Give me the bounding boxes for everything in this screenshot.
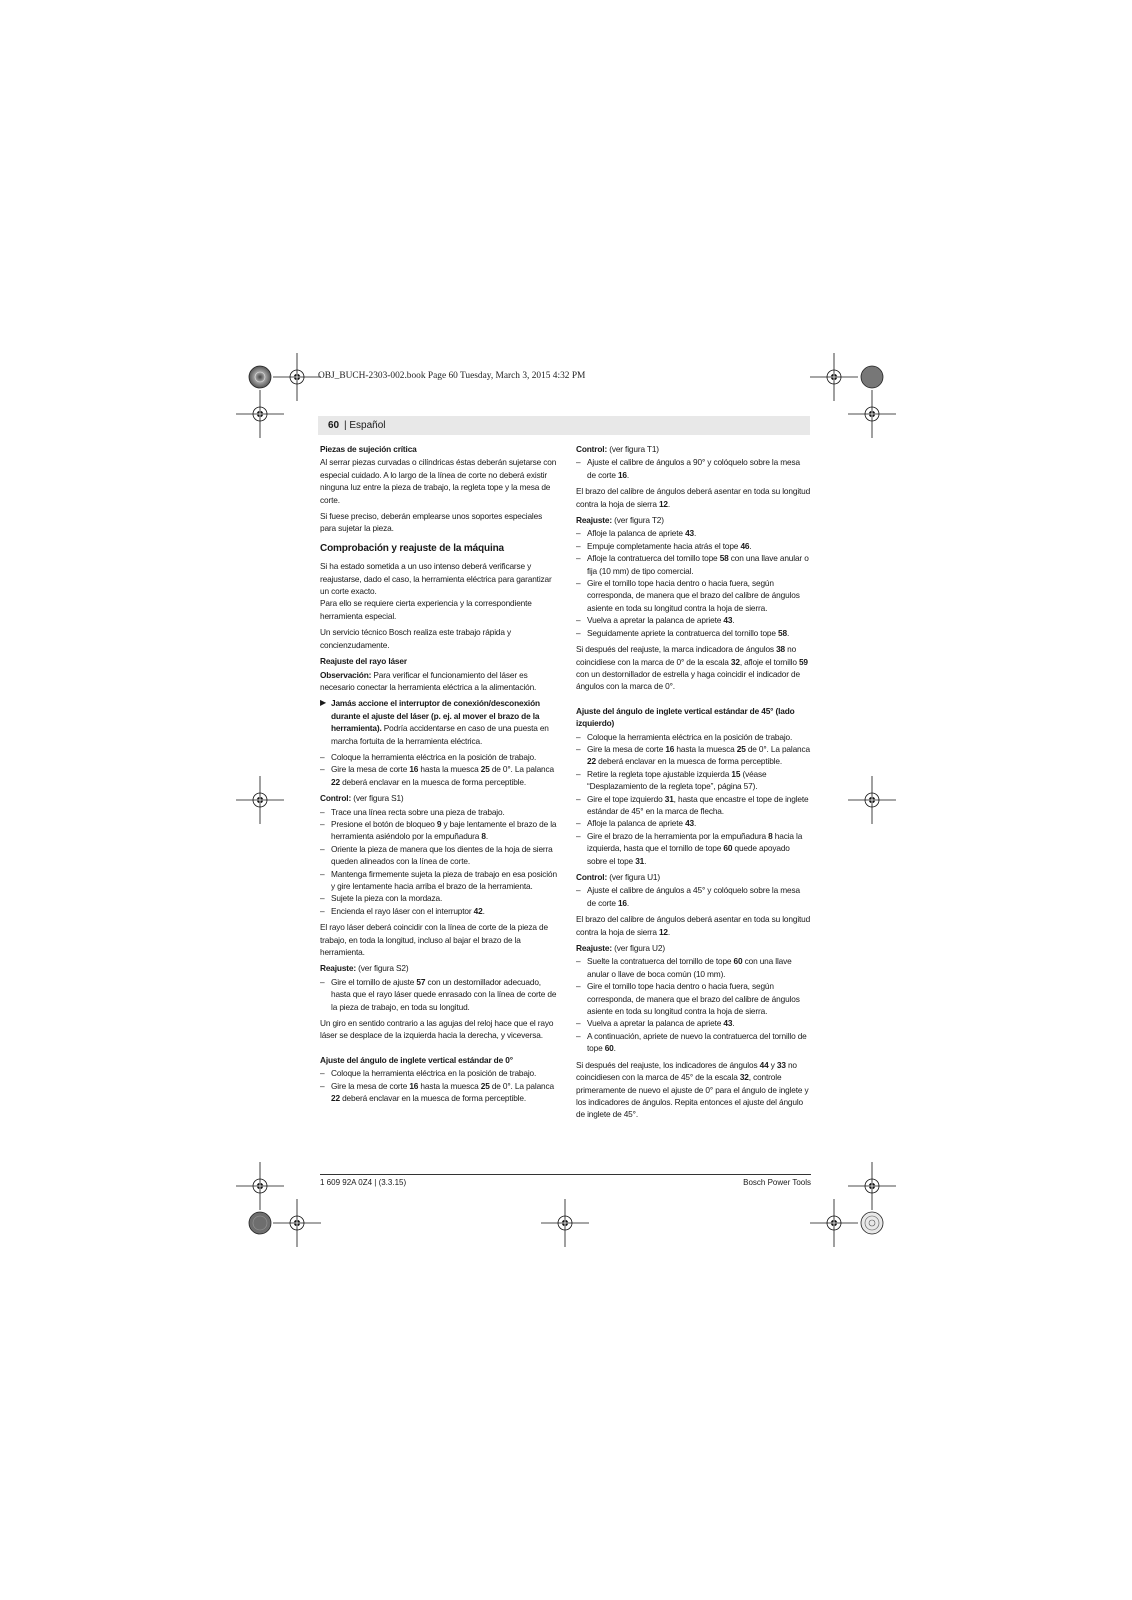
- control-label: Control: (ver figura S1): [320, 793, 404, 804]
- list-item: – Gire el brazo de la herramienta por la empuñadura 8 hacia la izquierda, hasta que el tornillo de tope 60 quede apoyado sobre el tope 31.: [576, 830, 803, 866]
- note-observacion: Observación: Para verificar el funcionamiento del láser es necesario conectar la herramienta eléctrica a la alimentación.: [320, 669, 537, 692]
- heading-comprobacion: Comprobación y reajuste de la máquina: [320, 542, 504, 554]
- list-item: – Presione el botón de bloqueo 9 y baje lentamente el brazo de la herramienta asiéndolo por la empuñadura 8.: [320, 818, 557, 842]
- paragraph: Si después del reajuste, los indicadores de ángulos 44 y 33 no coincidiesen con la marca de 45° de la escala 32, controle primeramente de nuevo el ajuste de 0° para el ángulo de inglete y los indicadores de ángulos. Repita entonces el ajuste del ángulo de inglete de 45°.: [576, 1059, 809, 1120]
- step-list: [576, 456, 811, 481]
- list-item: – Coloque la herramienta eléctrica en la posición de trabajo.: [576, 731, 793, 742]
- paragraph: Un giro en sentido contrario a las agujas del reloj hace que el rayo láser se desplace de la izquierda hacia la derecha, y viceversa.: [320, 1018, 554, 1041]
- list-item: – Gire la mesa de corte 16 hasta la muesca 25 de 0°. La palanca 22 deberá enclavar en la muesca de forma perceptible.: [320, 1080, 554, 1104]
- step-list: [576, 955, 811, 1054]
- crop-mark-icon: [273, 353, 321, 401]
- crop-mark-icon: [848, 390, 896, 438]
- list-item: – Gire la mesa de corte 16 hasta la muesca 25 de 0°. La palanca 22 deberá enclavar en la muesca de forma perceptible.: [320, 764, 554, 787]
- list-item: – Vuelva a apretar la palanca de apriete 43.: [576, 1018, 735, 1029]
- crop-mark-icon: [810, 353, 858, 401]
- paragraph: El rayo láser deberá coincidir con la línea de corte de la pieza de trabajo, en toda la longitud, incluso al bajar el brazo de la herramienta.: [320, 922, 548, 958]
- list-item: – Gire la mesa de corte 16 hasta la muesca 25 de 0°. La palanca 22 deberá enclavar en la muesca de forma perceptible.: [576, 743, 810, 767]
- color-target-icon: [861, 1212, 883, 1234]
- list-item: – Coloque la herramienta eléctrica en la posición de trabajo.: [320, 1068, 537, 1079]
- heading-laser: Reajuste del rayo láser: [320, 656, 407, 667]
- paragraph: Si ha estado sometida a un uso intenso deberá verificarse y reajustarse, dado el caso, la herramienta eléctrica para garantizar un corte exacto. Para ello se requiere cierta experiencia y la correspondiente herramienta especial.: [320, 561, 552, 621]
- list-item: – Afloje la contratuerca del tornillo tope 58 con una llave anular o fija (10 mm) de tipo comercial.: [576, 553, 809, 576]
- list-item: – Gire el tornillo tope hacia dentro o hacia fuera, según corresponda, de manera que el brazo del calibre de ángulos asiente en toda su longitud contra la hoja de sierra.: [576, 981, 800, 1017]
- list-item: – Oriente la pieza de manera que los dientes de la hoja de sierra queden alineados con la línea de corte.: [320, 843, 553, 867]
- footer-doc-number: 1 609 92A 0Z4 | (3.3.15): [320, 1178, 407, 1187]
- list-item: – Encienda el rayo láser con el interruptor 42.: [320, 905, 485, 916]
- list-item: – Coloque la herramienta eléctrica en la posición de trabajo.: [320, 751, 537, 762]
- step-list: [320, 976, 557, 1013]
- crop-mark-icon: [541, 1199, 589, 1247]
- control-label: Control: (ver figura T1): [576, 444, 659, 454]
- list-item: – Empuje completamente hacia atrás el tope 46.: [576, 540, 752, 551]
- step-list: [320, 806, 557, 918]
- print-slug: OBJ_BUCH-2303-002.book Page 60 Tuesday, March 3, 2015 4:32 PM: [318, 371, 586, 381]
- list-item: – Gire el tornillo tope hacia dentro o hacia fuera, según corresponda, de manera que el brazo del calibre de ángulos asiente en toda su longitud contra la hoja de sierra.: [576, 578, 800, 613]
- list-item: – Vuelva a apretar la palanca de apriete 43.: [576, 615, 735, 626]
- crop-mark-icon: [236, 1162, 284, 1210]
- list-item: – Ajuste el calibre de ángulos a 90° y colóquelo sobre la mesa de corte 16.: [576, 457, 800, 480]
- step-list: [576, 527, 811, 639]
- list-item: – Seguidamente apriete la contratuerca del tornillo tope 58.: [576, 627, 790, 638]
- list-item: – Afloje la palanca de apriete 43.: [576, 528, 697, 539]
- step-list: [576, 731, 811, 867]
- footer-brand: Bosch Power Tools: [743, 1178, 811, 1187]
- reajuste-label: Reajuste: (ver figura T2): [576, 515, 664, 526]
- page-header-bar: [318, 416, 810, 435]
- page-number: 60: [328, 420, 340, 431]
- step-list: [320, 1067, 557, 1104]
- list-item: – Suelte la contratuerca del tornillo de tope 60 con una llave anular o llave de boca común (10 mm).: [576, 956, 792, 979]
- list-item: – Gire el tope izquierdo 31, hasta que encastre el tope de inglete estándar de 45° en la marca de flecha.: [576, 793, 809, 816]
- list-item: – Sujete la pieza con la mordaza.: [320, 893, 443, 904]
- paragraph: Si después del reajuste, la marca indicadora de ángulos 38 no coincidiese con la marca de 0° de la escala 32, afloje el tornillo 59 con un destornillador de estrella y haga coincidir el indicador de ángulos con la marca de 0°.: [576, 644, 808, 692]
- color-target-icon: [861, 366, 883, 388]
- color-target-icon: [249, 366, 271, 388]
- crop-mark-icon: [273, 1199, 321, 1247]
- list-item: – Trace una línea recta sobre una pieza de trabajo.: [320, 806, 505, 817]
- list-item: – A continuación, apriete de nuevo la contratuerca del tornillo de tope 60.: [576, 1030, 807, 1054]
- control-label: Control: (ver figura U1): [576, 872, 660, 882]
- heading-piezas: Piezas de sujeción crítica: [320, 444, 417, 454]
- paragraph: El brazo del calibre de ángulos deberá asentar en toda su longitud contra la hoja de sierra 12.: [576, 486, 811, 509]
- crop-mark-icon: [236, 776, 284, 824]
- heading-ajuste-45: Ajuste del ángulo de inglete vertical estándar de 45° (lado izquierdo): [576, 705, 795, 729]
- crop-mark-icon: [236, 390, 284, 438]
- paragraph: Si fuese preciso, deberán emplearse unos soportes especiales para sujetar la pieza.: [320, 511, 543, 534]
- list-item: – Ajuste el calibre de ángulos a 45° y colóquelo sobre la mesa de corte 16.: [576, 885, 800, 908]
- step-list: [320, 751, 557, 788]
- left-column: [320, 443, 557, 1109]
- paragraph: Al serrar piezas curvadas o cilíndricas éstas deberán sujetarse con especial cuidado. A lo largo de la línea de corte no deberá existir ninguna luz entre la pieza de trabajo, la regleta tope y la mesa de corte.: [320, 457, 557, 505]
- step-list: [576, 884, 811, 909]
- crop-mark-icon: [848, 776, 896, 824]
- paragraph: Un servicio técnico Bosch realiza este trabajo rápida y concienzudamente.: [320, 627, 511, 650]
- list-item: – Mantenga firmemente sujeta la pieza de trabajo en esa posición y gire lentamente hacia arriba el brazo de la herramienta.: [320, 868, 557, 891]
- list-item: – Afloje la palanca de apriete 43.: [576, 818, 697, 829]
- crop-mark-icon: [810, 1199, 858, 1247]
- footer-rule: [320, 1174, 811, 1175]
- right-column: [576, 443, 811, 1125]
- reajuste-label: Reajuste: (ver figura U2): [576, 943, 665, 954]
- paragraph: El brazo del calibre de ángulos deberá asentar en toda su longitud contra la hoja de sierra 12.: [576, 914, 811, 937]
- section-name: | Español: [344, 420, 386, 431]
- crop-mark-icon: [848, 1162, 896, 1210]
- safety-warning: ▶ Jamás accione el interruptor de conexión/desconexión durante el ajuste del láser (p. ej. al mover el brazo de la herramienta). Podría accidentarse en caso de una puesta en marcha fortuita de la herramienta eléctrica.: [320, 698, 549, 746]
- heading-ajuste-0: Ajuste del ángulo de inglete vertical estándar de 0°: [320, 1054, 513, 1065]
- list-item: – Gire el tornillo de ajuste 57 con un destornillador adecuado, hasta que el rayo láser quede enrasado con la línea de corte de la pieza de trabajo, en toda su longitud.: [320, 976, 557, 1012]
- list-item: – Retire la regleta tope ajustable izquierda 15 (véase “Desplazamiento de la regleta tope”, página 57).: [576, 768, 767, 792]
- color-target-icon: [249, 1212, 271, 1234]
- warning-arrow-icon: ▶: [320, 698, 327, 708]
- reajuste-label: Reajuste: (ver figura S2): [320, 963, 409, 974]
